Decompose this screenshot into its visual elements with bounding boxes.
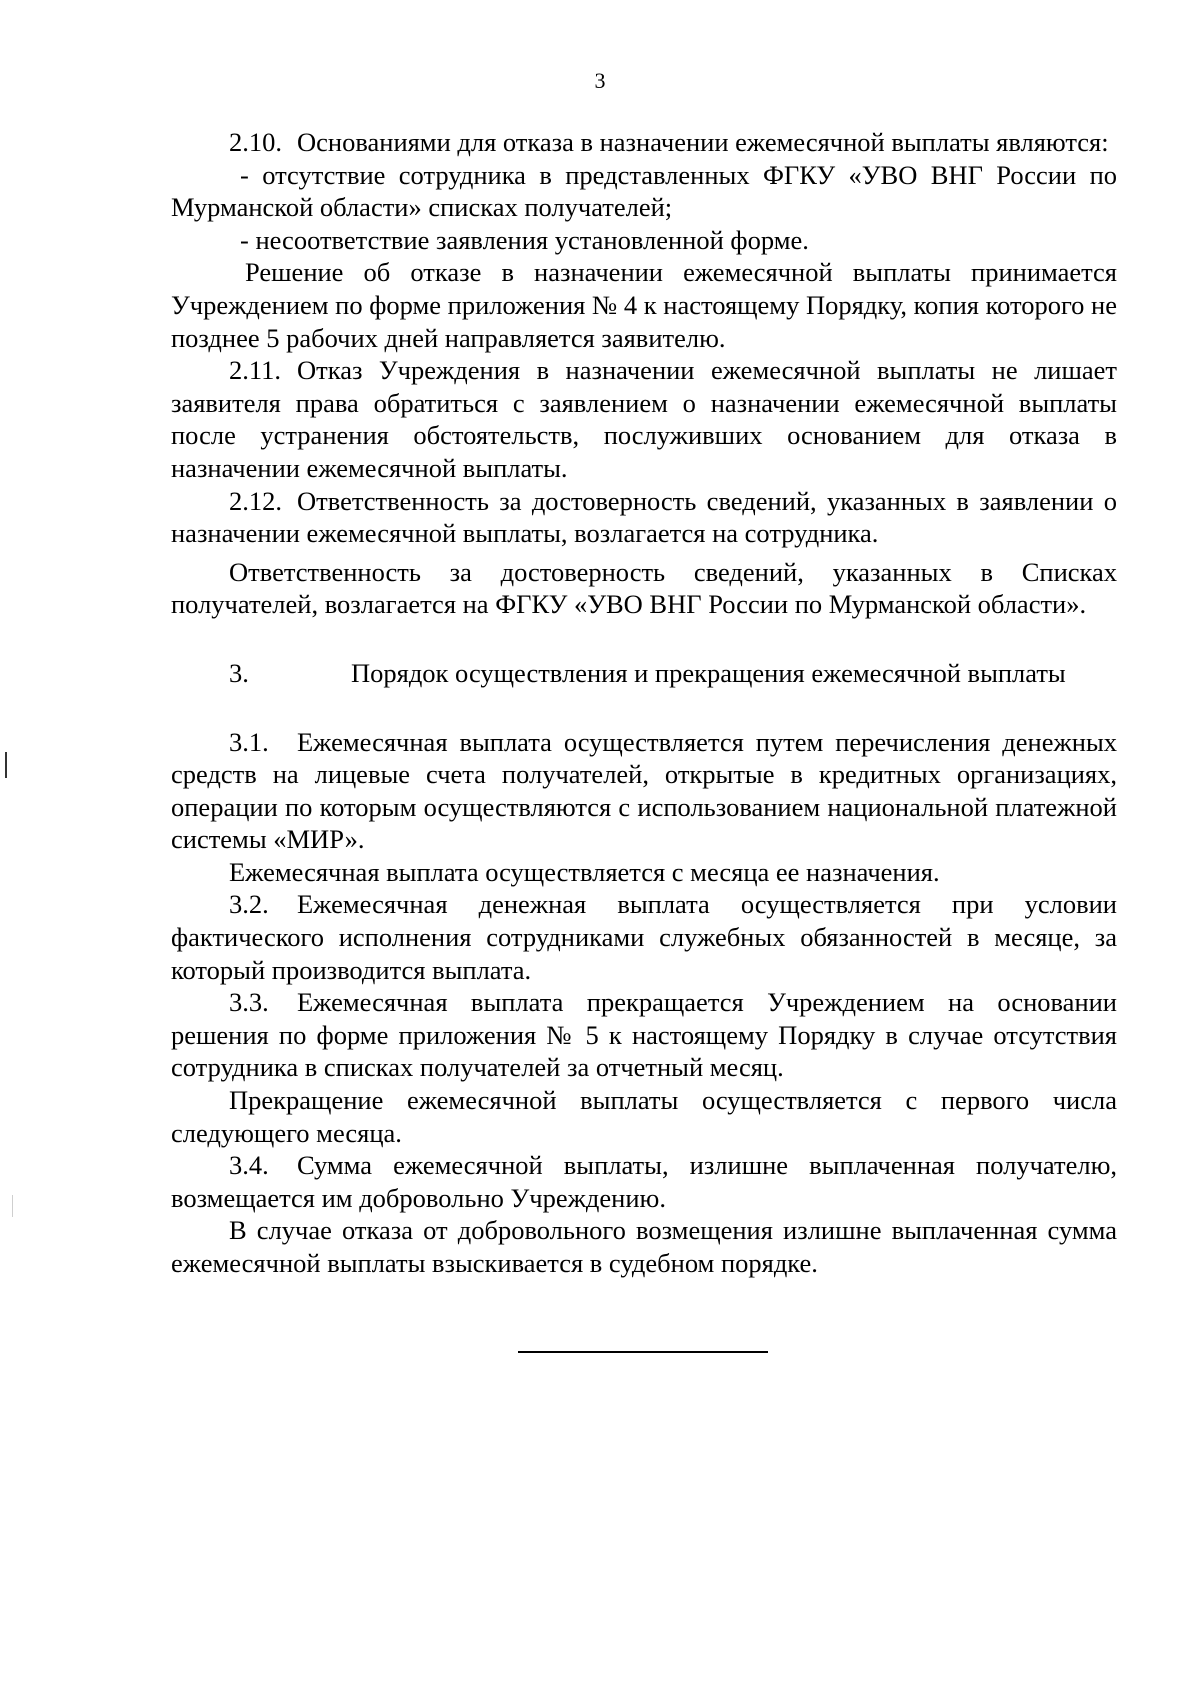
paragraph-3-3-continued: Прекращение ежемесячной выплаты осуществляется с первого числа следующего месяца. xyxy=(171,1085,1117,1148)
paragraph-refusal-decision: Решение об отказе в назначении ежемесячной выплаты принимается Учреждением по форме приложения № 4 к настоящему Порядку, копия которого не позднее 5 рабочих дней направляется заявителю. xyxy=(171,257,1118,353)
paragraph-text: Отказ Учреждения в назначении ежемесячной выплаты не лишает заявителя права обратиться с заявлением о назначении ежемесячной выплаты после устранения обстоятельств, послуживших основанием для отказа в назначении ежемесячной выплаты. xyxy=(171,355,1117,483)
document-body xyxy=(171,126,1117,1280)
paragraph-number: 3.2. xyxy=(229,889,269,920)
end-of-text-rule xyxy=(518,1351,768,1353)
paragraph-text: Ежемесячная выплата осуществляется путем перечисления денежных средств на лицевые счета получателей, открытые в кредитных организациях, операции по которым осуществляются с использованием национальной платежной системы «МИР». xyxy=(171,726,1117,855)
paragraph-text: Ежемесячная выплата прекращается Учреждением на основании решения по форме приложения № 5 к настоящему Порядку в случае отсутствия сотрудника в списках получателей за отчетный месяц. xyxy=(171,987,1117,1083)
paragraph-number: 2.12. xyxy=(229,485,282,516)
paragraph-3-1-continued: Ежемесячная выплата осуществляется с месяца ее назначения. xyxy=(229,856,940,887)
paragraph-text: Ежемесячная денежная выплата осуществляется при условии фактического исполнения сотрудниками служебных обязанностей в месяце, за который производится выплата. xyxy=(171,889,1117,985)
paragraph-responsibility: Ответственность за достоверность сведений, указанных в Списках получателей, возлагается на ФГКУ «УВО ВНГ России по Мурманской области». xyxy=(171,556,1117,620)
paragraph-text: Основаниями для отказа в назначении ежемесячной выплаты являются: xyxy=(297,127,1109,157)
paragraph-3-2 xyxy=(171,888,1117,986)
paragraph-text: Ответственность за достоверность сведений, указанных в заявлении о назначении ежемесячной выплаты, возлагается на сотрудника. xyxy=(171,485,1117,549)
page-number: 3 xyxy=(594,68,606,93)
paragraph-3-3 xyxy=(171,986,1117,1084)
paragraph-2-12 xyxy=(171,485,1117,550)
section-title: Порядок осуществления и прекращения ежемесячной выплаты xyxy=(351,657,1066,688)
scan-faint-mark xyxy=(12,1195,13,1217)
section-number: 3. xyxy=(229,657,249,688)
list-item-dash-2: - несоответствие заявления установленной форме. xyxy=(240,224,809,255)
paragraph-number: 2.10. xyxy=(229,127,282,157)
paragraph-2-11 xyxy=(171,354,1117,484)
paragraph-2-10 xyxy=(171,126,1117,159)
section-heading-3 xyxy=(171,657,1117,690)
scan-margin-mark xyxy=(5,752,7,778)
paragraph-3-4 xyxy=(171,1149,1117,1214)
paragraph-text: Сумма ежемесячной выплаты, излишне выплаченная получателю, возмещается им добровольно Учреждению. xyxy=(171,1150,1117,1213)
paragraph-number: 2.11. xyxy=(229,355,282,386)
paragraph-number: 3.1. xyxy=(229,726,269,757)
list-item-dash-1: - отсутствие сотрудника в представленных ФГКУ «УВО ВНГ России по Мурманской области» списках получателей; xyxy=(171,159,1117,223)
paragraph-3-1 xyxy=(171,726,1117,856)
paragraph-3-4-continued: В случае отказа от добровольного возмещения излишне выплаченная сумма ежемесячной выплаты взыскивается в судебном порядке. xyxy=(171,1215,1117,1278)
paragraph-number: 3.3. xyxy=(229,987,269,1018)
paragraph-number: 3.4. xyxy=(229,1150,269,1181)
